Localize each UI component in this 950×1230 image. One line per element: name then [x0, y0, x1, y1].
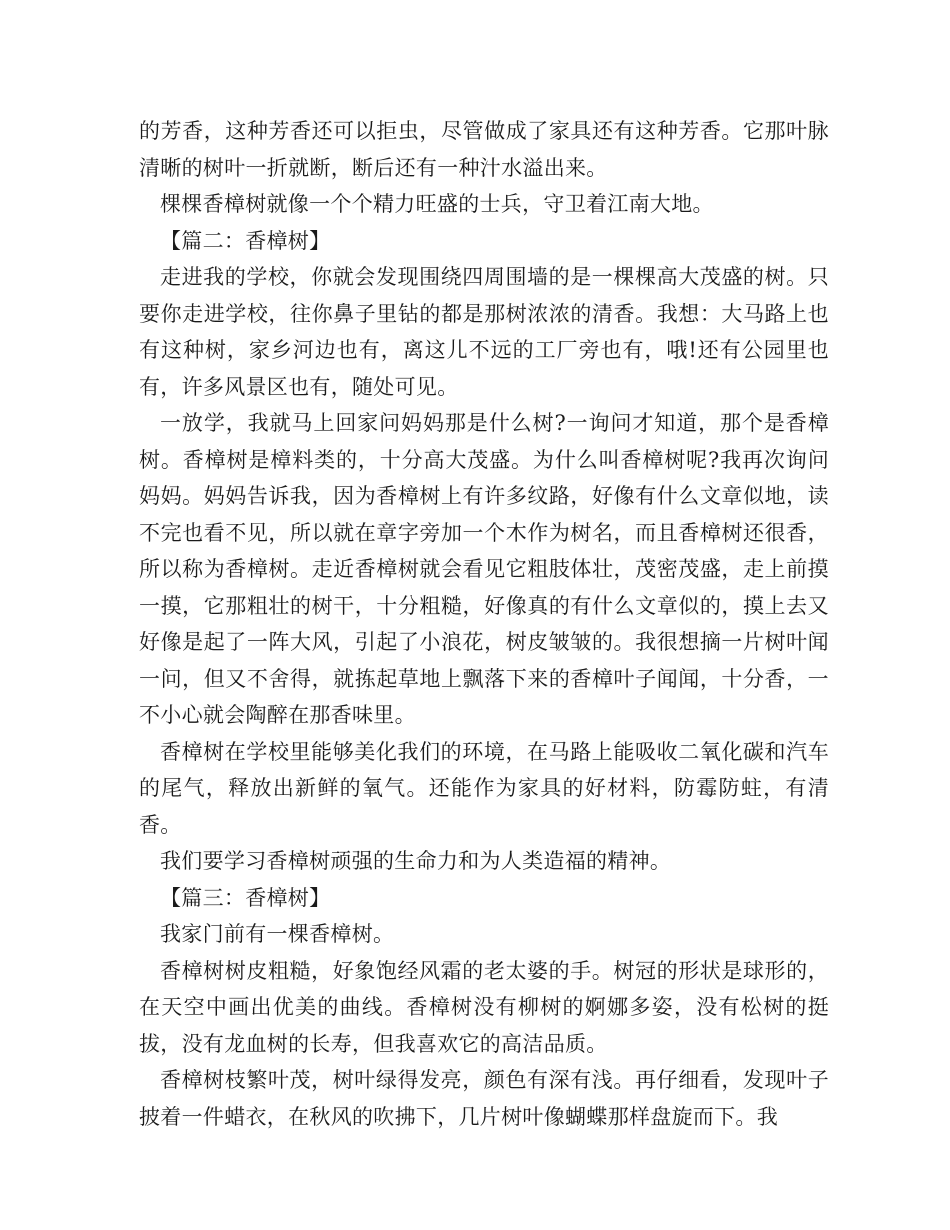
section-heading: 【篇三：香樟树】 [160, 885, 331, 910]
section-heading: 【篇二：香樟树】 [160, 228, 331, 253]
paragraph: 香樟树枝繁叶茂，树叶绿得发亮，颜色有深有浅。再仔细看，发现叶子披着一件蜡衣，在秋风的吹拂下，几片树叶像蝴蝶那样盘旋而下。我 [139, 1068, 829, 1129]
paragraph: 走进我的学校，你就会发现围绕四周围墙的是一棵棵高大茂盛的树。只要你走进学校，往你鼻子里钻的都是那树浓浓的清香。我想：大马路上也有这种树，家乡河边也有，离这儿不远的工厂旁也有，哦!还有公园里也有，许多风景区也有，随处可见。 [139, 265, 829, 399]
paragraph: 的芳香，这种芳香还可以拒虫，尽管做成了家具还有这种芳香。它那叶脉清晰的树叶一折就断，断后还有一种汁水溢出来。 [139, 119, 829, 180]
paragraph: 我家门前有一棵香樟树。 [160, 922, 395, 946]
paragraph: 香樟树树皮粗糙，好象饱经风霜的老太婆的手。树冠的形状是球形的，在天空中画出优美的曲线。香樟树没有柳树的婀娜多姿，没有松树的挺拔，没有龙血树的长寿，但我喜欢它的高洁品质。 [139, 958, 829, 1056]
paragraph: 棵棵香樟树就像一个个精力旺盛的士兵，守卫着江南大地。 [160, 192, 714, 216]
paragraph: 一放学，我就马上回家问妈妈那是什么树?一询问才知道，那个是香樟树。香樟树是樟料类的，十分高大茂盛。为什么叫香樟树呢?我再次询问妈妈。妈妈告诉我，因为香樟树上有许多纹路，好像有什么文章似地，读不完也看不见，所以就在章字旁加一个木作为树名，而且香樟树还很香，所以称为香樟树。走近香樟树就会看见它粗肢体壮，茂密茂盛，走上前摸一摸，它那粗壮的树干，十分粗糙，好像真的有什么文章似的，摸上去又好像是起了一阵大风，引起了小浪花，树皮皱皱的。我很想摘一片树叶闻一问，但又不舍得，就拣起草地上飘落下来的香樟叶子闻闻，十分香，一不小心就会陶醉在那香味里。 [139, 411, 829, 727]
paragraph: 我们要学习香樟树顽强的生命力和为人类造福的精神。 [160, 849, 672, 873]
paragraph: 香樟树在学校里能够美化我们的环境，在马路上能吸收二氧化碳和汽车的尾气，释放出新鲜的氧气。还能作为家具的好材料，防霉防蛀，有清香。 [139, 739, 829, 837]
document-body [139, 113, 829, 1135]
